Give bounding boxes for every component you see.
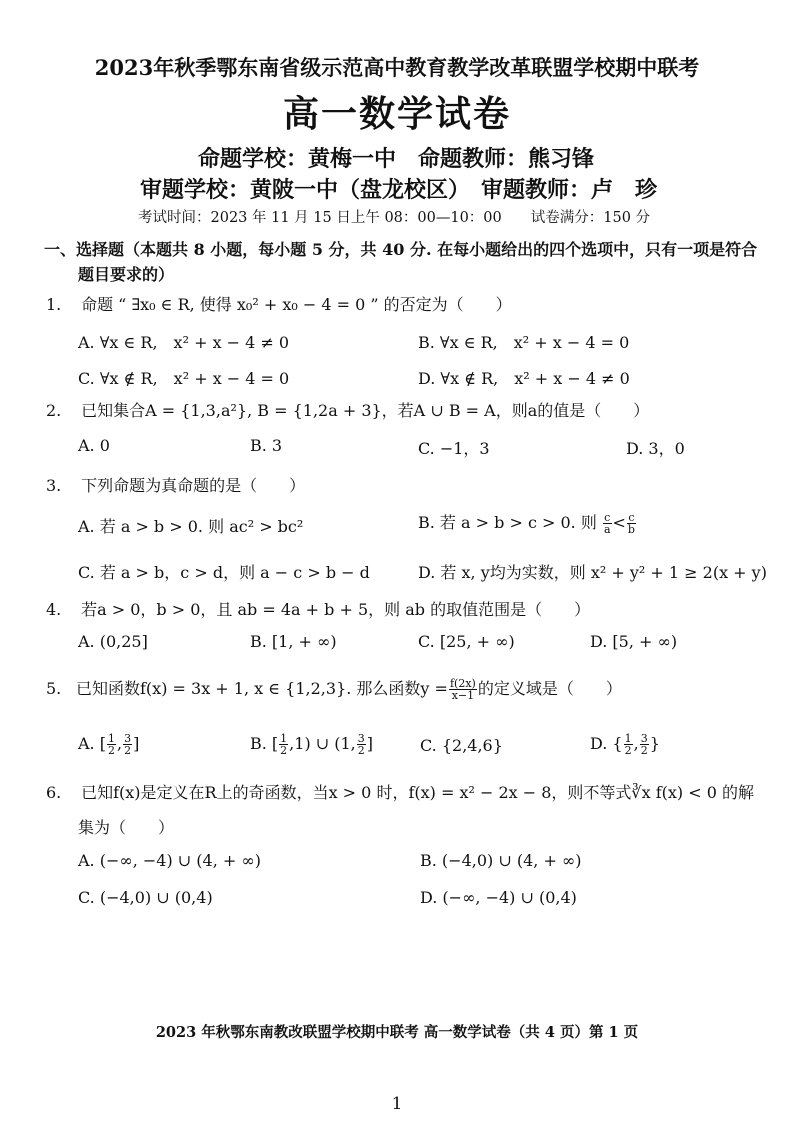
section-heading-line-2: 题目要求的） xyxy=(78,265,175,284)
q3-option-b: B. 若 a > b > c > 0. 则 $\frac{c}{a}$ < $\frac{c}{b}$ xyxy=(418,511,635,536)
question-1 xyxy=(46,292,512,315)
fraction: $\frac{3}{2}$ xyxy=(640,732,648,757)
q2-option-b: B. 3 xyxy=(250,436,283,455)
question-stem: 命题 “ ∃x₀ ∈ R, 使得 x₀² + x₀ − 4 = 0 ” 的否定为（ ） xyxy=(81,295,512,314)
q4-option-d: D. [5, + ∞) xyxy=(590,632,678,651)
q5-option-b: B. [ $\frac{1}{2}$ ,1) ∪ (1, $\frac{3}{2}$ ] xyxy=(250,732,374,757)
q2-option-d: D. 3，0 xyxy=(626,439,685,458)
question-stem: 若a > 0，b > 0，且 ab = 4a + b + 5，则 ab 的取值范围是（ ） xyxy=(81,600,591,619)
q5-option-a: A. [ $\frac{1}{2}$ , $\frac{3}{2}$ ] xyxy=(78,732,140,757)
q5-option-c: C. {2,4,6} xyxy=(420,736,503,755)
q6-option-a: A. (−∞, −4) ∪ (4, + ∞) xyxy=(78,851,261,870)
question-number: 3. xyxy=(46,476,62,495)
q3-option-a: A. 若 a > b > 0. 则 ac² > bc² xyxy=(78,517,304,536)
question-stem: 已知集合A = {1,3,a²}, B = {1,2a + 3}，若A ∪ B = A，则a的值是（ ） xyxy=(81,401,650,420)
fraction: $\frac{1}{2}$ xyxy=(107,732,115,757)
q6-option-d: D. (−∞, −4) ∪ (0,4) xyxy=(420,888,577,907)
question-number: 5. xyxy=(46,679,62,698)
question-6 xyxy=(46,780,754,803)
question-3 xyxy=(46,473,305,496)
q3-option-d: D. 若 x, y均为实数，则 x² + y² + 1 ≥ 2(x + y) xyxy=(418,563,767,582)
q2-option-c: C. −1，3 xyxy=(418,439,490,458)
q1-option-a: A. ∀x ∈ R, x² + x − 4 ≠ 0 xyxy=(78,333,290,352)
fraction: $\frac{c}{a}$ xyxy=(603,511,611,536)
question-number: 6. xyxy=(46,783,62,802)
page-number: 1 xyxy=(391,1094,403,1114)
q1-option-d: D. ∀x ∉ R, x² + x − 4 ≠ 0 xyxy=(418,369,630,388)
question-stem: 下列命题为真命题的是（ ） xyxy=(81,476,306,495)
q1-option-b: B. ∀x ∈ R, x² + x − 4 = 0 xyxy=(418,333,630,352)
fraction: $\frac{f(2x)}{x-1}$ xyxy=(449,677,476,702)
question-6-stem-continued: 集为（ ） xyxy=(78,818,175,837)
question-4 xyxy=(46,597,590,620)
exam-subtitle: 高一数学试卷 xyxy=(282,93,511,135)
q6-option-c: C. (−4,0) ∪ (0,4) xyxy=(78,888,213,907)
fraction: $\frac{1}{2}$ xyxy=(280,732,288,757)
question-number: 4. xyxy=(46,600,62,619)
page-footer: 2023 年秋鄂东南教改联盟学校期中联考 高一数学试卷（共 4 页）第 1 页 xyxy=(155,1024,639,1041)
q2-option-a: A. 0 xyxy=(78,436,110,455)
fraction: $\frac{c}{b}$ xyxy=(627,511,635,536)
question-number: 2. xyxy=(46,401,62,420)
question-5: 5. 已知函数f(x) = 3x + 1, x ∈ {1,2,3}. 那么函数y = $\frac{f(2x)}{x-1}$ 的定义域是（ ） xyxy=(46,677,622,702)
fraction: $\frac{3}{2}$ xyxy=(357,732,365,757)
q4-option-a: A. (0,25] xyxy=(78,632,148,651)
q5-option-d: D. { $\frac{1}{2}$ , $\frac{3}{2}$ } xyxy=(590,732,660,757)
author-line-2: 审题学校：黄陂一中（盘龙校区） 审题教师：卢 珍 xyxy=(140,177,658,203)
q1-option-c: C. ∀x ∉ R, x² + x − 4 = 0 xyxy=(78,369,290,388)
section-heading-line-1: 一、选择题（本题共 8 小题，每小题 5 分，共 40 分. 在每小题给出的四个选项中，只有一项是符合 xyxy=(44,240,758,259)
exam-title: 2023年秋季鄂东南省级示范高中教育教学改革联盟学校期中联考 xyxy=(94,55,700,80)
question-2 xyxy=(46,398,649,421)
question-stem: 已知f(x)是定义在R上的奇函数，当x > 0 时，f(x) = x² − 2x − 8，则不等式∛x f(x) < 0 的解 xyxy=(81,783,755,802)
fraction: $\frac{1}{2}$ xyxy=(624,732,632,757)
author-line-1: 命题学校：黄梅一中 命题教师：熊习锋 xyxy=(198,146,595,172)
q3-option-c: C. 若 a > b，c > d，则 a − c > b − d xyxy=(78,563,370,582)
q6-option-b: B. (−4,0) ∪ (4, + ∞) xyxy=(420,851,582,870)
q4-option-c: C. [25, + ∞) xyxy=(418,632,515,651)
fraction: $\frac{3}{2}$ xyxy=(124,732,132,757)
exam-info: 考试时间：2023 年 11 月 15 日上午 08：00—10：00 试卷满分：150 分 xyxy=(138,210,651,226)
question-number: 1. xyxy=(46,295,62,314)
q4-option-b: B. [1, + ∞) xyxy=(250,632,337,651)
